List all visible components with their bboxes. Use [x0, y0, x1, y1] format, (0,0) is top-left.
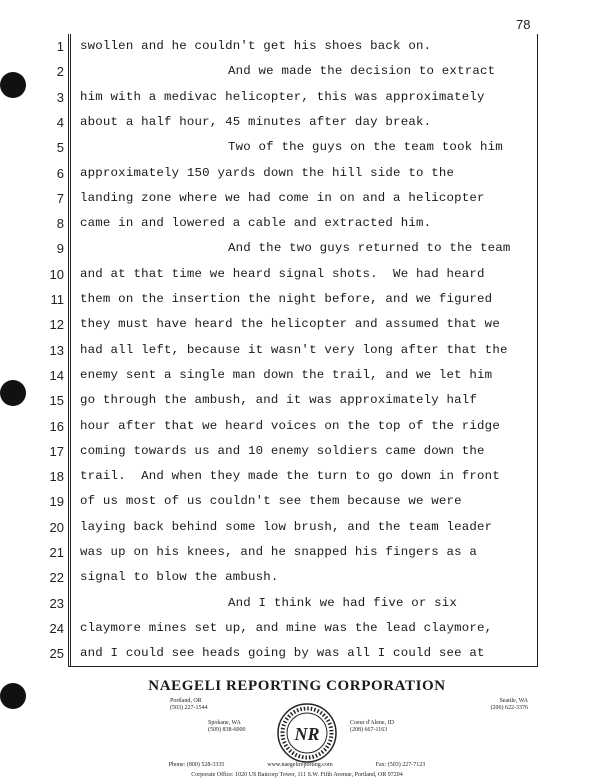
- line-number: 3: [56, 89, 64, 105]
- office-seattle: [458, 698, 528, 712]
- transcript-line: [0, 262, 594, 287]
- line-number: 6: [56, 165, 64, 181]
- transcript-line: [0, 338, 594, 363]
- line-text: approximately 150 yards down the hill side to the: [80, 165, 455, 180]
- line-number: 5: [56, 140, 64, 156]
- line-text: trail. And when they made the turn to go down in front: [80, 469, 500, 484]
- line-text: Two of the guys on the team took him: [228, 140, 503, 155]
- office-coeur-city: Coeur d'Alene, ID: [350, 720, 394, 726]
- transcript-line: [0, 489, 594, 514]
- line-text: go through the ambush, and it was approximately half: [80, 393, 478, 408]
- line-number: 17: [49, 443, 64, 459]
- transcript-line: [0, 161, 594, 186]
- page-number: 78: [516, 17, 531, 32]
- transcript-line: [0, 464, 594, 489]
- line-number: 4: [56, 114, 64, 130]
- transcript-line: [0, 616, 594, 641]
- line-text: and I could see heads going by was all I could see at: [80, 646, 485, 661]
- line-text: was up on his knees, and he snapped his fingers as a: [80, 545, 478, 559]
- office-spokane: [208, 720, 246, 734]
- transcript-line: [0, 515, 594, 540]
- line-number: 2: [56, 64, 64, 80]
- transcript-line: [0, 59, 594, 84]
- line-number: 18: [49, 469, 64, 485]
- transcript-line: [0, 312, 594, 337]
- transcript-line: [0, 110, 594, 135]
- transcript-line: [0, 85, 594, 110]
- line-number: 16: [49, 418, 64, 434]
- line-text: hour after that we heard voices on the top of the ridge: [80, 418, 500, 433]
- office-coeur-phone: (208) 667-1163: [350, 727, 388, 733]
- line-number: 11: [50, 292, 64, 307]
- transcript-line: [0, 287, 594, 312]
- office-seattle-phone: (206) 622-3376: [490, 705, 528, 711]
- transcript-line: [0, 414, 594, 439]
- line-number: 15: [49, 393, 64, 409]
- line-number: 14: [49, 367, 64, 383]
- firm-name: NAEGELI REPORTING CORPORATION: [148, 678, 446, 694]
- office-portland-city: Portland, OR: [170, 698, 202, 704]
- transcript-line: [0, 186, 594, 211]
- line-number: 21: [49, 545, 64, 560]
- line-text: of us most of us couldn't see them because we were: [80, 494, 462, 509]
- line-text: And I think we had five or six: [228, 595, 458, 610]
- line-number: 19: [49, 494, 64, 510]
- line-number: 7: [56, 190, 64, 206]
- office-spokane-city: Spokane, WA: [208, 720, 241, 726]
- transcript-line: [0, 540, 594, 565]
- transcript-line: [0, 439, 594, 464]
- transcript-line: [0, 565, 594, 590]
- transcript-line: [0, 641, 594, 666]
- line-number: 24: [49, 620, 64, 636]
- line-text: him with a medivac helicopter, this was approximately: [80, 89, 485, 104]
- firm-seal-logo: [276, 702, 338, 764]
- office-spokane-phone: (509) 838-6000: [208, 727, 246, 733]
- line-text: they must have heard the helicopter and assumed that we: [80, 317, 500, 332]
- contact-line: [0, 762, 594, 768]
- office-portland-phone: (503) 227-1544: [170, 705, 208, 711]
- line-text: And we made the decision to extract: [228, 64, 496, 79]
- line-number: 1: [56, 39, 64, 54]
- office-coeur: [350, 720, 394, 734]
- transcript-line: [0, 591, 594, 616]
- line-text: laying back behind some low brush, and the team leader: [80, 519, 493, 534]
- line-text: signal to blow the ambush.: [80, 570, 279, 585]
- transcript-line: [0, 388, 594, 413]
- line-number: 13: [49, 342, 64, 358]
- transcript-line: [0, 34, 594, 59]
- line-text: swollen and he couldn't get his shoes back on.: [80, 39, 432, 53]
- line-number: 22: [49, 570, 64, 586]
- line-number: 9: [56, 241, 64, 257]
- line-number: 25: [49, 646, 64, 662]
- office-seattle-city: Seattle, WA: [499, 698, 528, 704]
- line-number: 10: [49, 266, 64, 282]
- line-number: 12: [49, 317, 64, 333]
- line-text: landing zone where we had come in on and a helicopter: [80, 190, 485, 205]
- transcript-line: [0, 363, 594, 388]
- line-text: enemy sent a single man down the trail, and we let him: [80, 367, 493, 382]
- line-text: and at that time we heard signal shots. We had heard: [80, 266, 485, 281]
- corporate-office: Corporate Office: 1020 US Bancorp Tower, 111 S.W. Fifth Avenue, Portland, OR 97204: [191, 772, 403, 778]
- line-text: them on the insertion the night before, and we figured: [80, 292, 493, 306]
- fax-number: Fax: (503) 227-7123: [375, 762, 426, 768]
- line-text: came in and lowered a cable and extracted him.: [80, 216, 432, 231]
- website-link[interactable]: www.naegelireporting.com: [267, 762, 333, 768]
- line-text: claymore mines set up, and mine was the lead claymore,: [80, 620, 493, 635]
- line-number: 8: [56, 216, 64, 232]
- phone-number: Phone: (800) 528-3335: [168, 762, 225, 768]
- line-number: 23: [49, 595, 64, 611]
- transcript-line: [0, 211, 594, 236]
- footer: [0, 676, 594, 784]
- line-text: about a half hour, 45 minutes after day break.: [80, 114, 432, 129]
- line-text: had all left, because it wasn't very long after that the: [80, 342, 508, 357]
- svg-text:NR: NR: [294, 724, 320, 744]
- line-number: 20: [49, 519, 64, 535]
- transcript-line: [0, 236, 594, 261]
- office-portland: [170, 698, 208, 712]
- line-text: And the two guys returned to the team: [228, 241, 511, 256]
- line-text: coming towards us and 10 enemy soldiers came down the: [80, 443, 485, 458]
- transcript-line: [0, 135, 594, 160]
